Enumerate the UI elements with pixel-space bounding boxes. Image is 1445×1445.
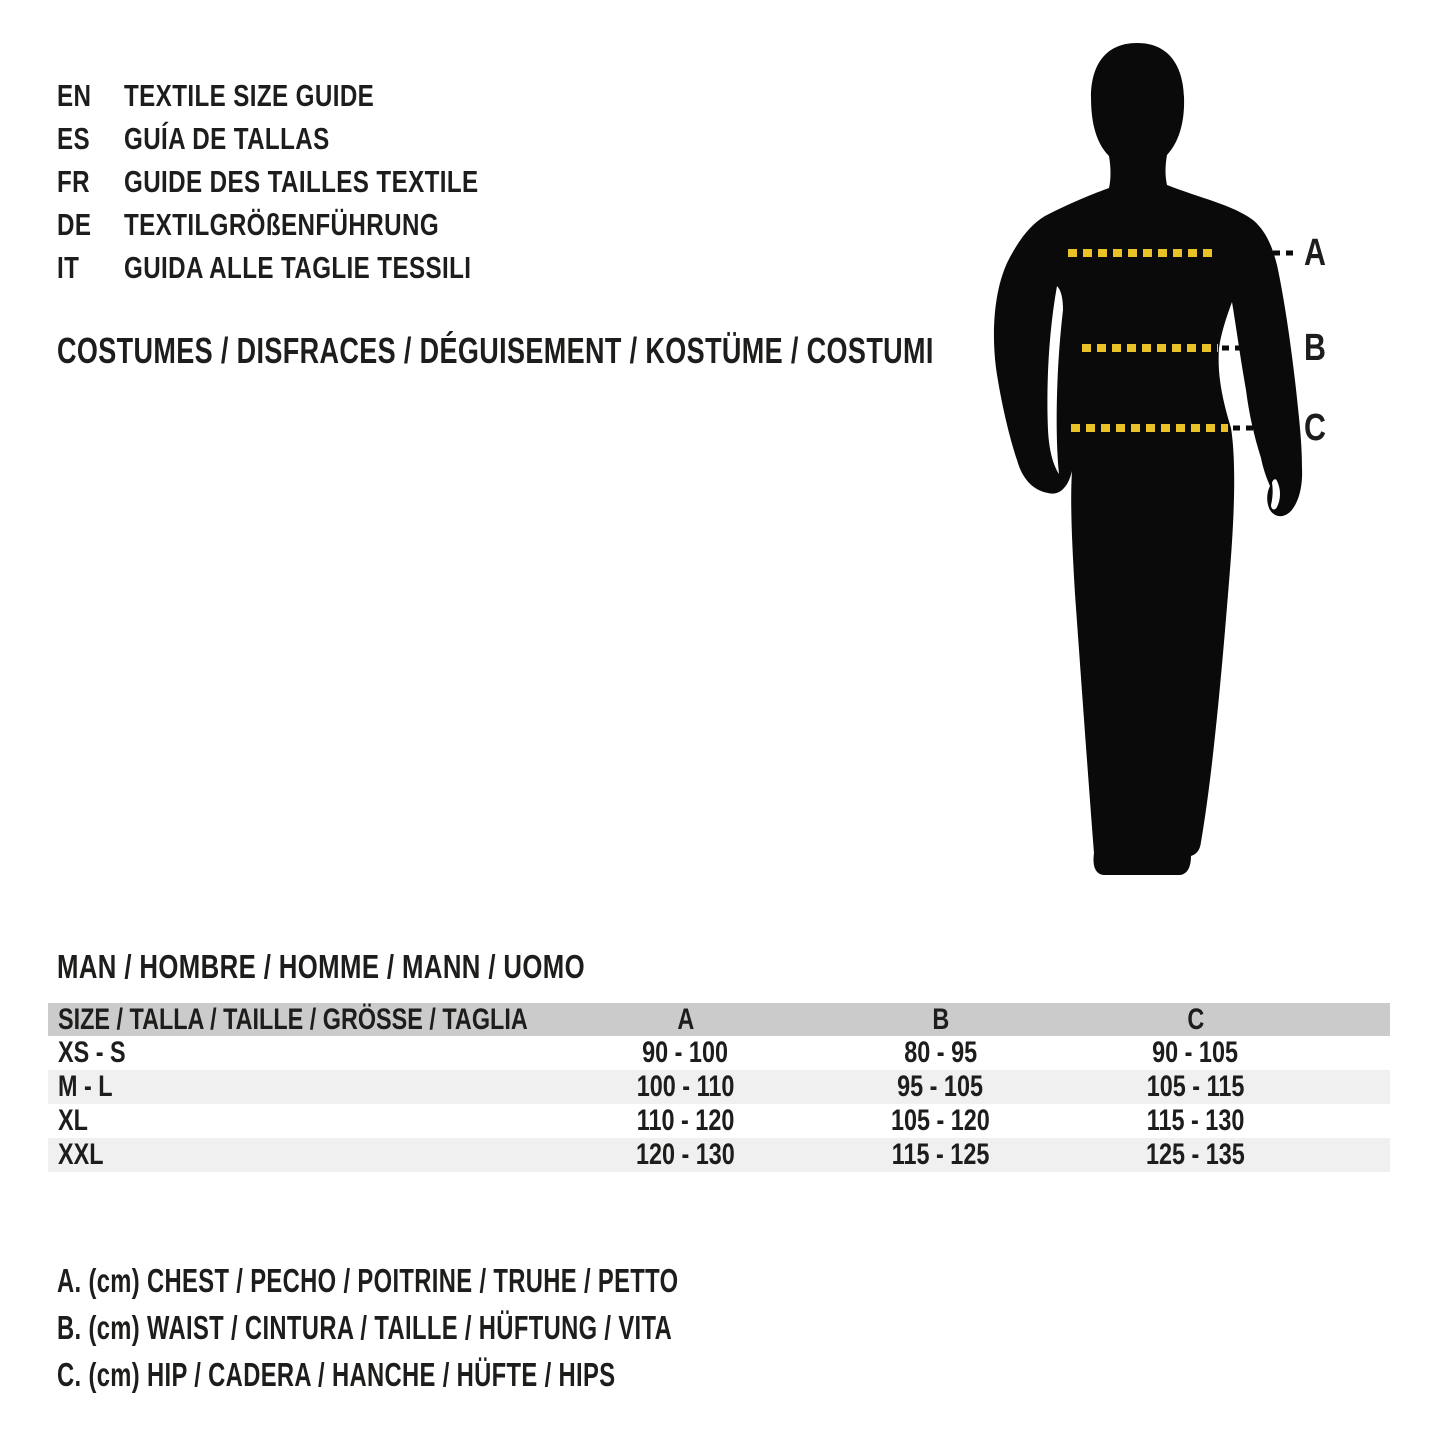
table-header-row bbox=[48, 1003, 1390, 1036]
measurement-legend bbox=[57, 1257, 920, 1398]
column-header-c: C bbox=[1186, 1002, 1204, 1036]
size-cell: XL bbox=[58, 1104, 88, 1137]
man-silhouette-body bbox=[994, 43, 1302, 875]
marker-label-waist: B bbox=[1304, 327, 1326, 369]
category-heading: COSTUMES / DISFRACES / DÉGUISEMENT / KOSTÜME / COSTUMI bbox=[57, 330, 934, 371]
size-column-header: SIZE / TALLA / TAILLE / GRÖSSE / TAGLIA bbox=[58, 1002, 528, 1036]
man-silhouette-icon bbox=[985, 40, 1325, 910]
legend-line-hip: C. (cm) HIP / CADERA / HANCHE / HÜFTE / HIPS bbox=[57, 1355, 616, 1393]
man-silhouette-figure bbox=[985, 40, 1325, 910]
language-code: FR bbox=[57, 163, 91, 199]
language-code: DE bbox=[57, 206, 92, 242]
value-cell-a: 120 - 130 bbox=[635, 1138, 735, 1171]
table-row-m-l bbox=[48, 1070, 1390, 1104]
value-cell-b: 105 - 120 bbox=[890, 1104, 990, 1137]
value-cell-a: 100 - 110 bbox=[636, 1070, 735, 1103]
size-table bbox=[48, 1003, 1390, 1172]
language-code: EN bbox=[57, 77, 92, 113]
language-row-fr bbox=[57, 160, 579, 203]
value-cell-c: 90 - 105 bbox=[1152, 1036, 1239, 1069]
value-cell-c: 105 - 115 bbox=[1146, 1070, 1245, 1103]
value-cell-c: 125 - 135 bbox=[1145, 1138, 1245, 1171]
language-label: GUIDE DES TAILLES TEXTILE bbox=[124, 163, 479, 199]
size-cell: XS - S bbox=[58, 1036, 126, 1069]
language-row-es bbox=[57, 117, 579, 160]
language-label: GUIDA ALLE TAGLIE TESSILI bbox=[124, 249, 472, 285]
marker-label-hip: C bbox=[1304, 407, 1326, 449]
value-cell-c: 115 - 130 bbox=[1146, 1104, 1245, 1137]
language-code: ES bbox=[57, 120, 91, 156]
value-cell-b: 115 - 125 bbox=[891, 1138, 990, 1171]
table-row-xxl bbox=[48, 1138, 1390, 1172]
size-cell: XXL bbox=[58, 1138, 104, 1171]
column-header-a: A bbox=[676, 1002, 694, 1036]
language-row-de bbox=[57, 203, 579, 246]
language-row-it bbox=[57, 246, 579, 289]
table-row-xl bbox=[48, 1104, 1390, 1138]
marker-label-chest: A bbox=[1304, 232, 1326, 274]
legend-line-chest: A. (cm) CHEST / PECHO / POITRINE / TRUHE / PETTO bbox=[57, 1261, 679, 1299]
size-cell: M - L bbox=[58, 1070, 113, 1103]
language-label: TEXTILE SIZE GUIDE bbox=[124, 77, 375, 113]
value-cell-a: 90 - 100 bbox=[642, 1036, 729, 1069]
legend-line-waist: B. (cm) WAIST / CINTURA / TAILLE / HÜFTUNG / VITA bbox=[57, 1308, 673, 1346]
language-row-en bbox=[57, 74, 579, 117]
language-label: TEXTILGRÖßENFÜHRUNG bbox=[124, 206, 440, 242]
table-title: MAN / HOMBRE / HOMME / MANN / UOMO bbox=[57, 948, 586, 985]
language-label: GUÍA DE TALLAS bbox=[124, 120, 330, 156]
value-cell-b: 95 - 105 bbox=[897, 1070, 984, 1103]
language-code: IT bbox=[57, 249, 80, 285]
table-row-xs-s bbox=[48, 1036, 1390, 1070]
value-cell-b: 80 - 95 bbox=[903, 1036, 977, 1069]
language-list bbox=[57, 74, 579, 289]
column-header-b: B bbox=[931, 1002, 949, 1036]
value-cell-a: 110 - 120 bbox=[636, 1104, 735, 1137]
